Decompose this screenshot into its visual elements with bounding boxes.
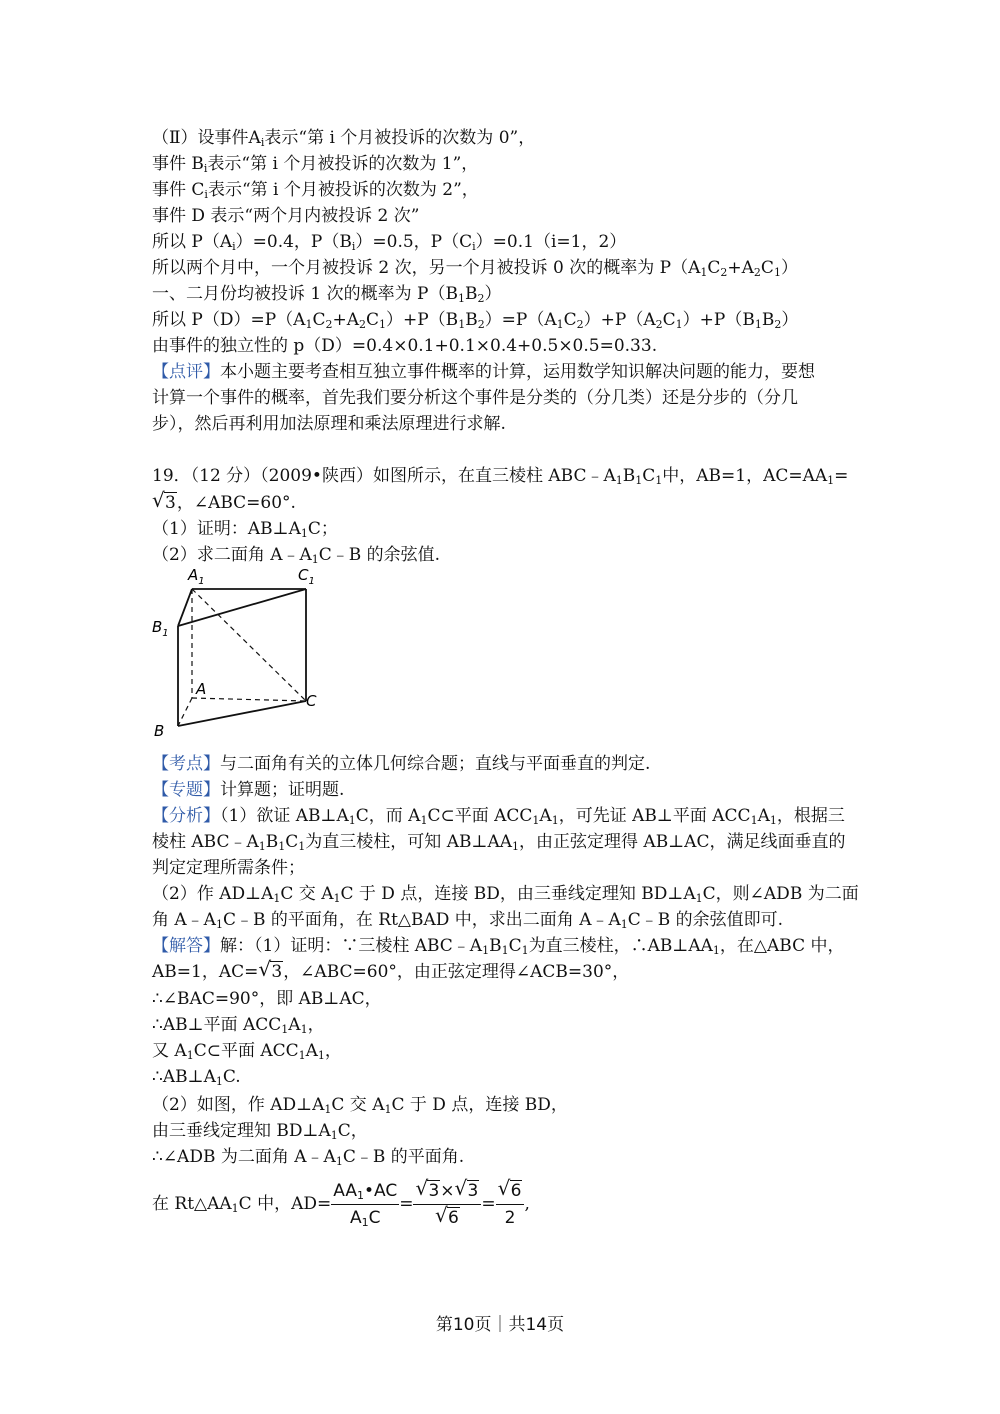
question-19-header: 19．（12 分）（2009•陕西）如图所示，在直三棱柱 $ABC﹣A_1B_1C_1$中，AB=1，$AC=AA_1=$	[152, 466, 849, 487]
solution-line: 【解答】解：（1）证明：∵三棱柱 $ABC﹣A_1B_1C_1$为直三棱柱，$\therefore AB\perp AA_1$，在△ABC 中，	[152, 936, 845, 957]
kaodian-line: 【考点】与二面角有关的立体几何综合题；直线与平面垂直的判定.	[152, 754, 651, 774]
fenxi-line: 【分析】（1）欲证 $AB\perp A_1C$，而 $A_1C\subset$平面 $ACC_1A_1$，可先证 AB⊥平面 $ACC_1A_1$，根据三	[152, 806, 845, 827]
edge-a-c-hidden	[192, 698, 306, 701]
fenxi-line: 棱柱 $ABC﹣A_1B_1C_1$为直三棱柱，可知 $AB\perp AA_1$，由正弦定理得 AB⊥AC，满足线面垂直的	[152, 832, 846, 853]
label-c: C	[306, 692, 317, 710]
fenxi-line: 角 $A﹣A_1C﹣B$ 的平面角，在 Rt△BAD 中，求出二面角 $A﹣A_1C﹣B$ 的余弦值即可.	[152, 910, 784, 931]
solution-line: AB=1，AC= √ 3，∠ABC=60°，由正弦定理得∠ACB=30°，	[152, 957, 630, 982]
solution-line: $\therefore AB\perp A_1C$.	[152, 1067, 241, 1088]
text-line: √ 3，∠ABC=60°.	[152, 488, 296, 513]
label-c1: $C_1$	[298, 566, 315, 587]
prism-figure	[148, 566, 328, 744]
page-footer: 第10页｜共14页	[435, 1315, 565, 1335]
text-line: 事件 $C_i$表示“第 i 个月被投诉的次数为 2”，	[152, 180, 479, 201]
edge-b-c	[178, 701, 306, 726]
subquestion-2: （2）求二面角 $A﹣A_1C﹣B$ 的余弦值.	[152, 545, 441, 566]
solution-line: ∴∠ADB 为二面角 $A﹣A_1C﹣B$ 的平面角.	[152, 1147, 465, 1168]
text-line: 事件 $B_i$表示“第 i 个月被投诉的次数为 1”，	[152, 154, 479, 175]
solution-line: ∴∠BAC=90°，即 AB⊥AC，	[152, 989, 382, 1009]
comment-line: 步），然后再利用加法原理和乘法原理进行求解.	[152, 414, 506, 434]
solution-line: 由三垂线定理知 $BD\perp A_1C$，	[152, 1121, 368, 1142]
solution-line: （2）如图，作 $AD\perp A_1C$ 交 $A_1C$ 于 D 点，连接 BD，	[152, 1095, 568, 1116]
fenxi-line: 判定定理所需条件；	[152, 858, 305, 878]
text-line: 所以 $P(D)=P(A_1C_2+A_2C_1)+P(B_1B_2)=P(A_1C_2)+P(A_2C_1)+P(B_1B_2)$	[152, 310, 799, 331]
solution-formula-line: 在 $Rt\triangle AA_1C$ 中，AD= $\frac{AA_1•AC}{A_1C}$ = √ 3× √ 3 √ 6 = √ 6 2 ,	[152, 1176, 530, 1229]
text-line: 所以 $P(A_i)=0.4$，$P(B_i)=0.5$，$P(C_i)=0.1(i=1$，2）	[152, 232, 627, 253]
text-line: 事件 D 表示“两个月内被投诉 2 次”	[152, 206, 420, 226]
fenxi-line: （2）作 $AD\perp A_1C$ 交 $A_1C$ 于 D 点，连接 BD，由三垂线定理知 $BD\perp A_1C$，则∠ADB 为二面	[152, 884, 859, 905]
zhuanti-line: 【专题】计算题；证明题.	[152, 780, 345, 800]
label-a1: $A_1$	[188, 566, 205, 587]
fraction-root3-root3-over-root6: √ 3× √ 3 √ 6	[413, 1178, 481, 1231]
text-line: 由事件的独立性的 p（D）=0.4×0.1+0.1×0.4+0.5×0.5=0.33.	[152, 336, 658, 356]
comment-tag: 【点评】	[152, 362, 220, 382]
text-line: （Ⅱ）设事件$A_i$表示“第 i 个月被投诉的次数为 0”，	[152, 128, 536, 149]
edge-b1-c1	[178, 589, 306, 626]
fraction-root6-over-2: √ 6 2	[496, 1178, 525, 1231]
text-line: 所以两个月中，一个月被投诉 2 次，另一个月被投诉 0 次的概率为 $P(A_1C_2+A_2C_1)$	[152, 258, 798, 279]
label-b1: $B_1$	[152, 618, 169, 639]
edge-a1-b1	[178, 589, 192, 626]
solution-line: ∴AB⊥平面 $ACC_1A_1$，	[152, 1015, 325, 1036]
edge-a-b-hidden	[178, 698, 192, 726]
fraction-aa1-ac-over-a1c: $\frac{AA_1•AC}{A_1C}$	[331, 1178, 399, 1231]
text-line: 一、二月份均被投诉 1 次的概率为 $P(B_1B_2)$	[152, 284, 502, 305]
subquestion-1: （1）证明：$AB\perp A_1C$；	[152, 519, 338, 540]
label-a: A	[196, 680, 207, 698]
label-b: B	[154, 722, 165, 740]
comment-line: 【点评】本小题主要考查相互独立事件概率的计算，运用数学知识解决问题的能力，要想	[152, 362, 815, 382]
solution-line: 又 $A_1C\subset$平面 $ACC_1A_1$，	[152, 1041, 342, 1062]
comment-line: 计算一个事件的概率，首先我们要分析这个事件是分类的（分几类）还是分步的（分几	[152, 388, 798, 408]
